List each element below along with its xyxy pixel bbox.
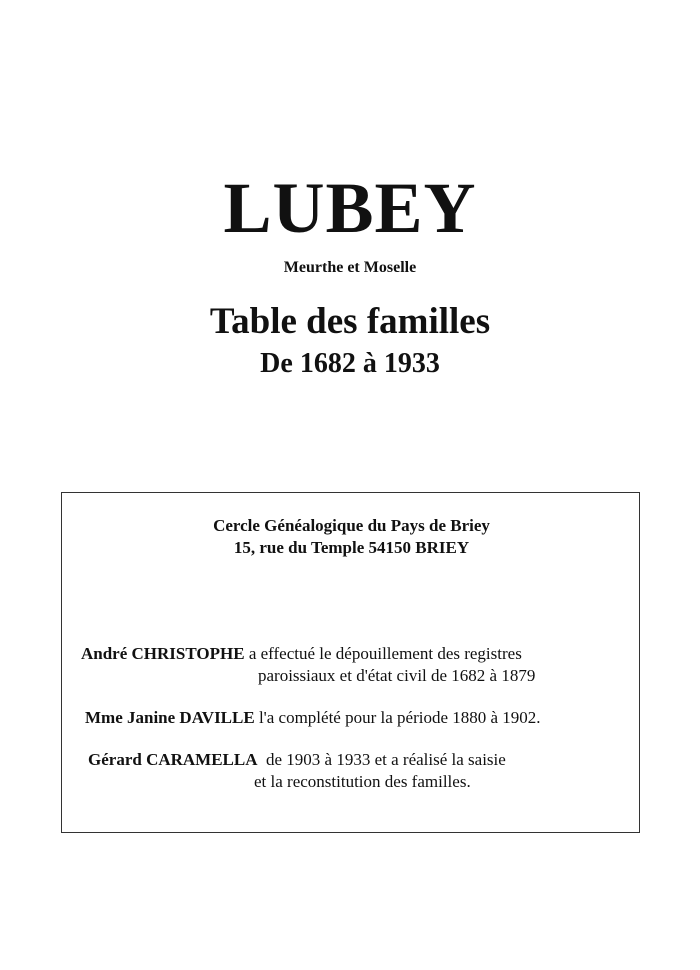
contributor-name: André CHRISTOPHE <box>81 644 245 663</box>
credit-line <box>81 643 522 665</box>
organization-name: Cercle Généalogique du Pays de Briey <box>213 516 490 535</box>
document-heading: Table des familles <box>209 301 491 342</box>
credit-continuation: paroissiaux et d'état civil de 1682 à 1879 <box>258 666 536 685</box>
credits-box <box>61 492 640 833</box>
date-range: De 1682 à 1933 <box>260 348 440 379</box>
contributor-name: Gérard CARAMELLA <box>88 750 258 769</box>
credit-text: a effectué le dépouillement des registres <box>244 644 522 663</box>
organization-address: 15, rue du Temple 54150 BRIEY <box>233 538 470 557</box>
credit-continuation: et la reconstitution des familles. <box>254 772 471 791</box>
credit-line <box>88 749 506 771</box>
credit-text: l'a complété pour la période 1880 à 1902. <box>254 708 541 727</box>
contributor-name: Mme Janine DAVILLE <box>85 708 255 727</box>
document-title: LUBEY <box>223 168 477 248</box>
region-subtitle: Meurthe et Moselle <box>283 259 417 276</box>
credit-line <box>85 707 541 729</box>
credit-text: de 1903 à 1933 et a réalisé la saisie <box>257 750 506 769</box>
